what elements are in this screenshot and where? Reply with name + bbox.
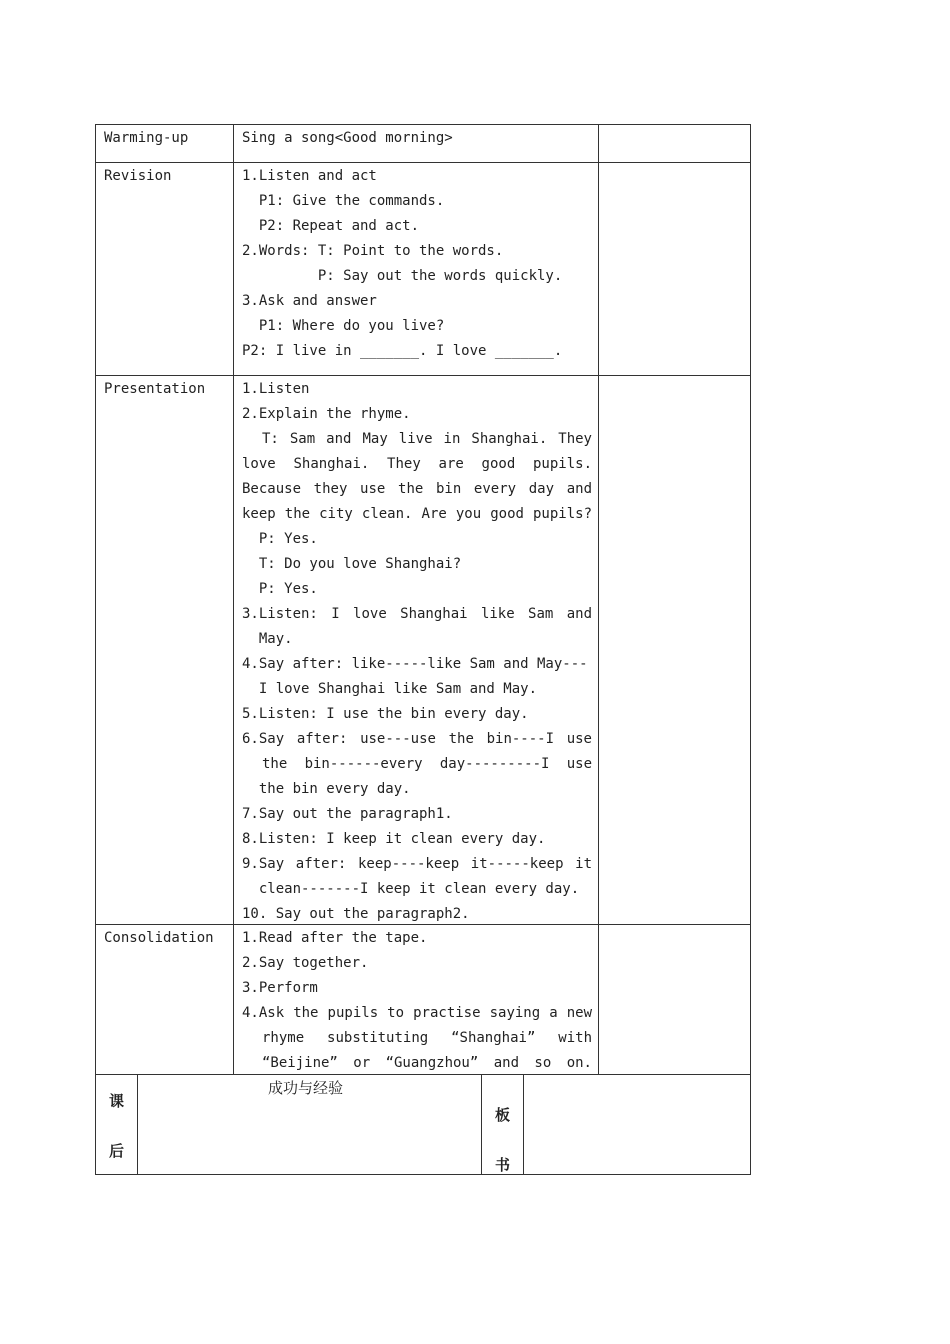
content-line: P2: Repeat and act.: [242, 218, 420, 234]
content-line: 4.Say after: like-----like Sam and May---: [242, 656, 588, 672]
content-cell-revision: [242, 164, 592, 364]
stage-cell-revision: [104, 164, 229, 189]
content-cell-presentation: [242, 377, 592, 927]
content-cell-consolidation: [242, 926, 592, 1076]
content-line: 1.Listen and act: [242, 168, 377, 184]
content-line: Because they use the bin every day and: [242, 481, 592, 497]
content-line: “Beijine” or “Guangzhou” and so on.: [262, 1055, 592, 1071]
content-line: 3.Listen: I love Shanghai like Sam and: [242, 606, 592, 622]
content-line: P: Yes.: [242, 581, 318, 597]
table-border-top: [95, 124, 751, 125]
column-divider: [523, 1074, 524, 1175]
content-line: love Shanghai. They are good pupils.: [242, 456, 592, 472]
content-line: 5.Listen: I use the bin every day.: [242, 706, 529, 722]
content-line: rhyme substituting “Shanghai” with: [262, 1030, 592, 1046]
content-line: 2.Explain the rhyme.: [242, 406, 411, 422]
content-cell-warmup: [242, 126, 592, 151]
stage-label: Consolidation: [104, 930, 214, 946]
column-divider: [233, 124, 234, 1075]
stage-label: Revision: [104, 168, 172, 184]
content-line: clean-------I keep it clean every day.: [242, 881, 580, 897]
content-line: I love Shanghai like Sam and May.: [242, 681, 538, 697]
content-line: 3.Perform: [242, 980, 318, 996]
stage-label: Presentation: [104, 381, 206, 397]
content-line: 6.Say after: use---use the bin----I use: [242, 731, 592, 747]
content-line: May.: [242, 631, 293, 647]
stage-cell-warmup: [104, 126, 229, 151]
content-line: 8.Listen: I keep it clean every day.: [242, 831, 546, 847]
content-line: P: Say out the words quickly.: [242, 268, 563, 284]
content-line: 7.Say out the paragraph1.: [242, 806, 453, 822]
content-line: 1.Read after the tape.: [242, 930, 428, 946]
stage-cell-consolidation: [104, 926, 229, 951]
row-divider: [95, 375, 751, 376]
content-line: P2: I live in _______. I love _______.: [242, 343, 563, 359]
table-border-left: [95, 124, 96, 1175]
table-border-right: [750, 124, 751, 1175]
content-line: Sing a song<Good morning>: [242, 130, 453, 146]
content-line: the bin------every day---------I use: [262, 756, 592, 772]
content-line: P1: Give the commands.: [242, 193, 445, 209]
content-line: 1.Listen: [242, 381, 310, 397]
after-class-char: 课: [108, 1092, 124, 1110]
content-line: T: Do you love Shanghai?: [242, 556, 462, 572]
board-label: [482, 1090, 523, 1190]
content-line: keep the city clean. Are you good pupils?: [242, 506, 592, 522]
content-line: 9.Say after: keep----keep it-----keep it: [242, 856, 592, 872]
after-class-label: [96, 1076, 137, 1176]
content-line: P: Yes.: [242, 531, 318, 547]
stage-label: Warming-up: [104, 130, 189, 146]
success-experience-label: 成功与经验: [268, 1079, 344, 1097]
content-line: 3.Ask and answer: [242, 293, 377, 309]
row-divider: [95, 162, 751, 163]
content-line: 2.Say together.: [242, 955, 369, 971]
board-char: 书: [494, 1156, 510, 1174]
content-line: 4.Ask the pupils to practise saying a new: [242, 1005, 592, 1021]
board-char: 板: [494, 1106, 510, 1124]
content-line: P1: Where do you live?: [242, 318, 445, 334]
column-divider: [598, 124, 599, 1075]
content-line: 2.Words: T: Point to the words.: [242, 243, 504, 259]
table-border-bottom: [95, 1174, 751, 1175]
stage-cell-presentation: [104, 377, 229, 402]
content-line: 10. Say out the paragraph2.: [242, 906, 470, 922]
content-line: the bin every day.: [242, 781, 411, 797]
content-line: T: Sam and May live in Shanghai. They: [262, 431, 592, 447]
after-class-char: 后: [108, 1142, 124, 1160]
column-divider: [137, 1074, 138, 1175]
